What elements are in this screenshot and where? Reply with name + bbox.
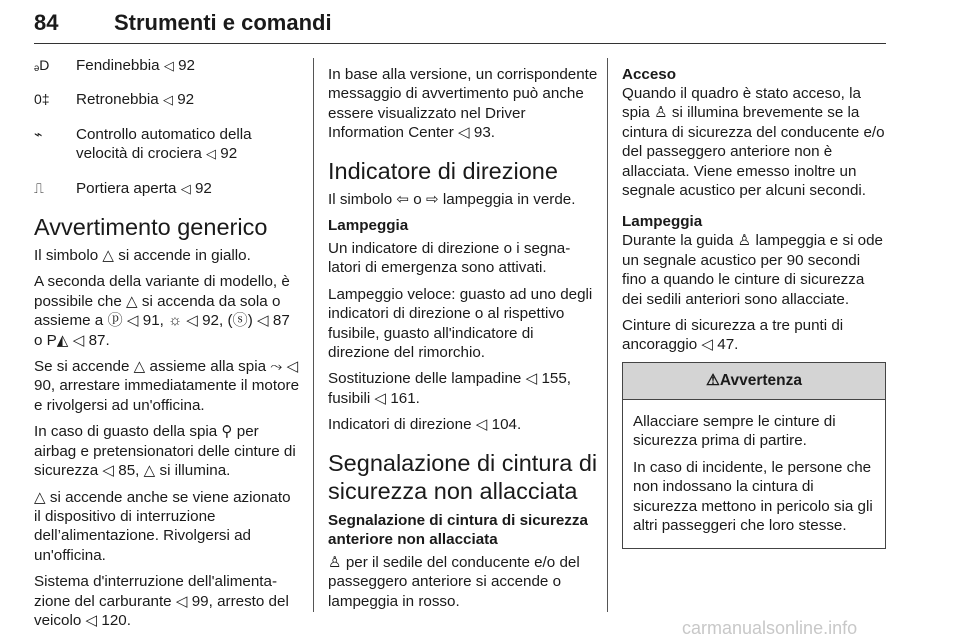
subheading: Lampeggia [328, 217, 409, 235]
column-divider-1 [313, 58, 314, 612]
paragraph: ♙ per il sedile del conducente e/o del passeggero anteriore si accende o lampeggia in rosso. [328, 553, 580, 610]
paragraph: Allacciare sempre le cinture di sicurezza prima di partire. [633, 412, 836, 450]
section-heading: Avvertimento generico [34, 214, 268, 241]
paragraph: Il simbolo ⇦ o ⇨ lampeggia in verde. [328, 190, 576, 208]
warning-box [622, 362, 886, 549]
paragraph: Il simbolo △ si accende in giallo. [34, 247, 251, 265]
list-item: ⎍ Portiera aperta ◁ 92 [34, 179, 212, 197]
page-ref-link[interactable]: 92 [220, 145, 238, 163]
paragraph: Sistema d'interruzione dell'alimentazione del carburante ◁ 99, arresto del veicolo ◁ 120. [34, 573, 289, 629]
paragraph: Cinture di sicurezza a tre punti di ancoraggio ◁ 47. [622, 317, 844, 354]
paragraph: A seconda della variante di modello, è possibile che △ si accenda da sola o assieme a ⓟ ◁ 91, ☼ ◁ 92, (ⓢ) ◁ 87 o P◭ ◁ 87. [34, 273, 290, 349]
paragraph: Quando il quadro è stato acceso, la spia ♙ si illumina brevemente se la cintura di sicurezza del conducente e/o del passeggero anteriore non è allacciata. Viene emesso inoltre un segnale acustico per alcuni secondi. [622, 85, 885, 200]
watermark: carmanualsonline.info [682, 618, 858, 638]
paragraph: Lampeggio veloce: guasto ad uno degli indicatori di direzione o al rispettivo fusibile, guasto all'indicatore di direzione del rimorchio. [328, 285, 593, 362]
list-item: ⌁ Controllo automatico della velocità di crociera ◁ 92 [34, 125, 252, 163]
paragraph: Un indicatore di direzione o i segnalatori di emergenza sono attivati. [328, 240, 571, 277]
paragraph: In base alla versione, un corrispondente messaggio di avvertimento può anche essere visualizzato nel Driver Information Center ◁ 93. [328, 66, 598, 142]
paragraph: Se si accende △ assieme alla spia ⤳ ◁ 90, arrestare immediatamente il motore e rivolgersi ad un'officina. [34, 358, 300, 414]
paragraph: Sostituzione delle lampadine ◁ 155, fusibili ◁ 161. [328, 370, 572, 407]
rear-fog-icon: 0‡ [34, 91, 50, 108]
cruise-control-icon: ⌁ [34, 125, 43, 142]
page-title: Strumenti e comandi [114, 10, 332, 35]
page-ref-link[interactable]: 92 [194, 179, 212, 197]
page-header [34, 6, 886, 46]
page-ref-link[interactable]: 92 [177, 91, 195, 109]
subheading: Segnalazione di cintura di sicurezza anteriore non allacciata [328, 511, 588, 548]
paragraph: Indicatori di direzione ◁ 104. [328, 416, 522, 434]
paragraph: In caso di guasto della spia ⚲ per airbag e pretensionatori delle cinture di sicurezza ◁ 85, △ si illumina. [34, 423, 296, 480]
paragraph: In caso di incidente, le persone che non indossano la cintura di sicurezza mettono in pericolo sia gli altri passeggeri che loro stesse. [633, 458, 873, 534]
door-open-icon: ⎍ [34, 179, 44, 196]
page-number: 84 [34, 10, 59, 35]
column-divider-2 [607, 58, 608, 612]
warning-title: ⚠Avvertenza [623, 363, 885, 400]
paragraph: Durante la guida ♙ lampeggia e si ode un segnale acustico per 90 secondi fino a quando le cinture di sicurezza dei sedili anteriori sono allacciate. [622, 232, 883, 308]
page-ref-link[interactable]: 92 [178, 57, 195, 74]
column-3 [622, 56, 886, 549]
subheading: Lampeggia [622, 213, 703, 231]
list-item: ₔD Fendinebbia ◁ 92 [34, 57, 195, 74]
section-heading: Indicatore di direzione [328, 157, 558, 184]
front-fog-icon: ₔD [34, 57, 50, 73]
paragraph: △ si accende anche se viene azionato il dispositivo di interruzione dell’alimentazione. Rivolgersi ad un'officina. [34, 488, 291, 564]
column-1 [34, 56, 300, 637]
section-heading: Segnalazione di cintura di sicurezza non allacciata [328, 449, 598, 504]
header-rule [34, 43, 886, 44]
list-item: 0‡ Retronebbia ◁ 92 [34, 91, 195, 109]
subheading: Acceso [622, 66, 677, 83]
column-2 [328, 56, 598, 618]
